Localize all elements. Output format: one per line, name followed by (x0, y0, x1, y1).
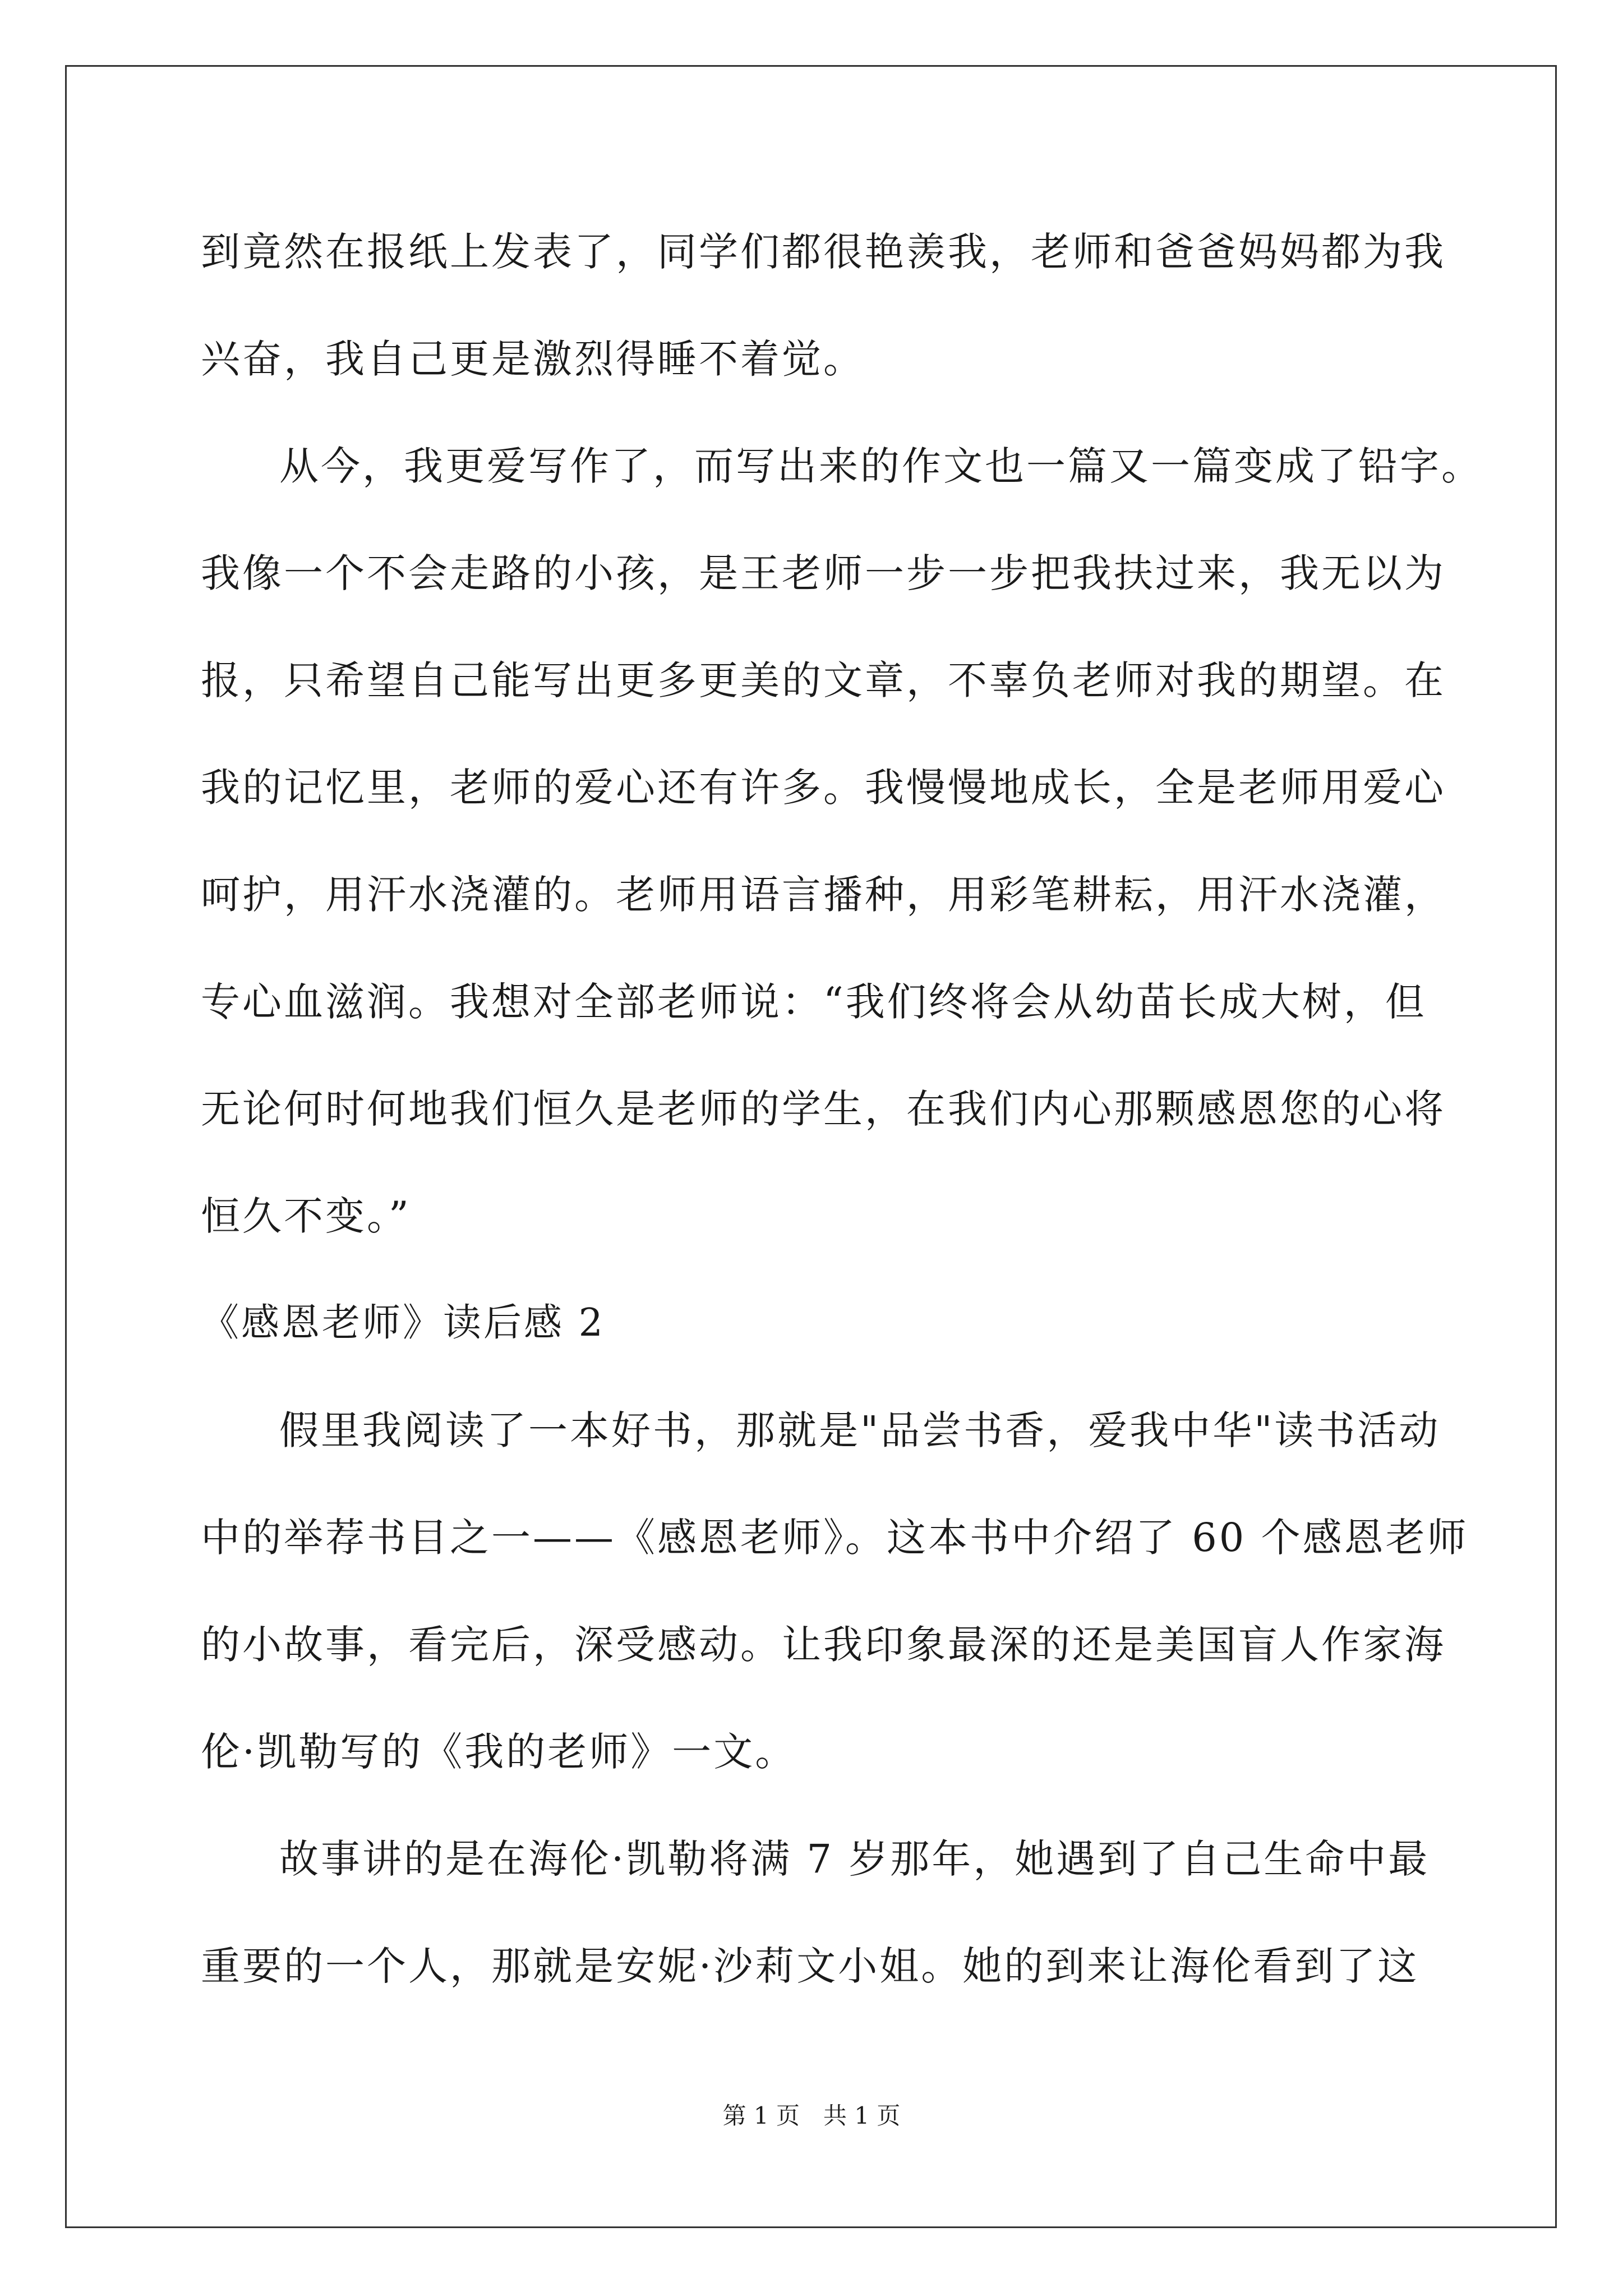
text-line: 中的举荐书目之一——《感恩老师》。这本书中介绍了 60 个感恩老师 (201, 1515, 1469, 1561)
text-line: 无论何时何地我们恒久是老师的学生，在我们内心那颗感恩您的心将 (201, 1086, 1446, 1132)
document-body (201, 221, 1483, 2042)
text-line: 报，只希望自己能写出更多更美的文章，不辜负老师对我的期望。在 (201, 657, 1446, 703)
text-line: 呵护，用汗水浇灌的。老师用语言播种，用彩笔耕耘，用汗水浇灌， (201, 872, 1446, 918)
paragraph-start-line: 假里我阅读了一本好书，那就是"品尝书香，爱我中华"读书活动 (279, 1407, 1441, 1453)
text-line: 我像一个不会走路的小孩，是王老师一步一步把我扶过来，我无以为 (201, 550, 1446, 596)
text-line: 我的记忆里，老师的爱心还有许多。我慢慢地成长，全是老师用爱心 (201, 765, 1446, 811)
text-line: 的小故事，看完后，深受感动。让我印象最深的还是美国盲人作家海 (201, 1622, 1446, 1668)
paragraph-start-line: 从今，我更爱写作了，而写出来的作文也一篇又一篇变成了铅字。 (279, 443, 1483, 489)
text-line: 伦·凯勒写的《我的老师》一文。 (201, 1729, 797, 1775)
text-line: 到竟然在报纸上发表了，同学们都很艳羡我，老师和爸爸妈妈都为我 (201, 229, 1446, 275)
text-line: 专心血滋润。我想对全部老师说：“我们终将会从幼苗长成大树，但 (201, 979, 1427, 1025)
section-heading: 《感恩老师》读后感 2 (201, 1301, 605, 1345)
page-number-footer: 第 1 页 共 1 页 (722, 2102, 901, 2129)
text-line: 恒久不变。” (201, 1193, 411, 1239)
text-line: 兴奋，我自己更是激烈得睡不着觉。 (201, 336, 865, 382)
paragraph-start-line: 故事讲的是在海伦·凯勒将满 7 岁那年，她遇到了自己生命中最 (279, 1836, 1430, 1882)
text-line: 重要的一个人，那就是安妮·沙莉文小姐。她的到来让海伦看到了这 (201, 1943, 1419, 1989)
